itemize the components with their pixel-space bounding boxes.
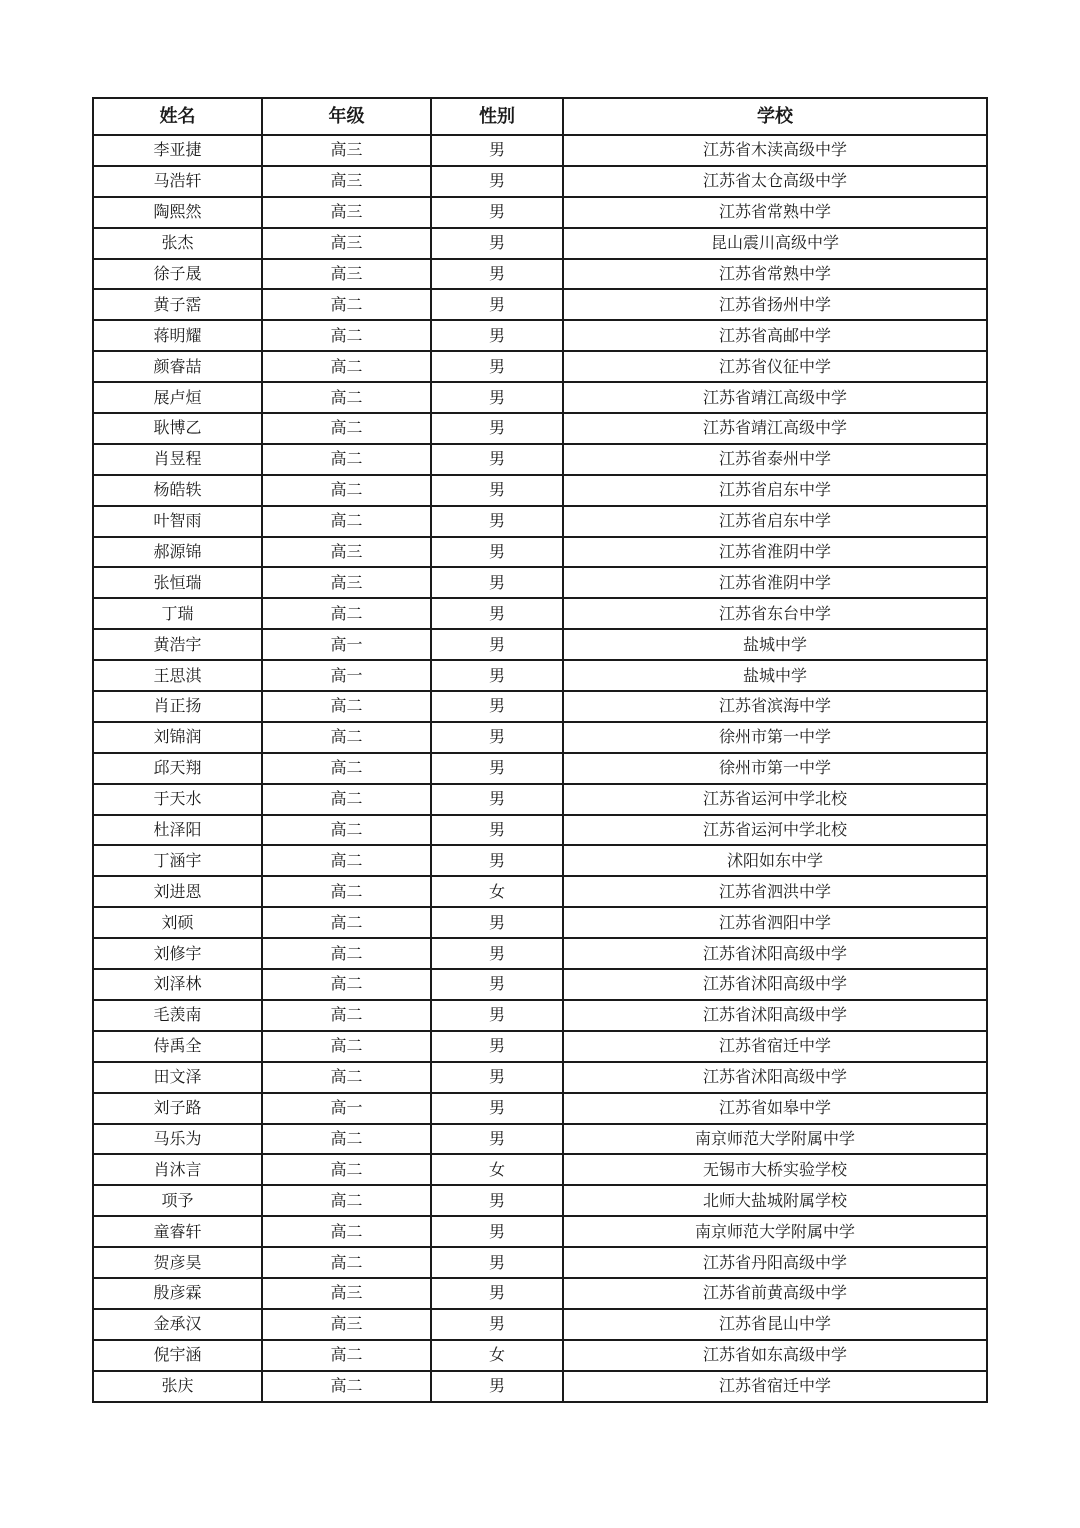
table-row bbox=[93, 1185, 987, 1216]
table-row bbox=[93, 444, 987, 475]
cell-school: 江苏省泗阳中学 bbox=[563, 907, 987, 938]
cell-gender: 男 bbox=[431, 567, 563, 598]
table-row bbox=[93, 845, 987, 876]
cell-name: 张恒瑞 bbox=[93, 567, 262, 598]
cell-school: 江苏省滨海中学 bbox=[563, 691, 987, 722]
cell-name: 贺彦昊 bbox=[93, 1247, 262, 1278]
cell-gender: 男 bbox=[431, 537, 563, 568]
cell-gender: 男 bbox=[431, 351, 563, 382]
cell-name: 张庆 bbox=[93, 1371, 262, 1402]
table-row bbox=[93, 1093, 987, 1124]
cell-gender: 男 bbox=[431, 938, 563, 969]
cell-name: 杨皓轶 bbox=[93, 475, 262, 506]
cell-grade: 高二 bbox=[262, 876, 431, 907]
cell-name: 邱天翔 bbox=[93, 753, 262, 784]
cell-name: 张杰 bbox=[93, 228, 262, 259]
cell-school: 江苏省运河中学北校 bbox=[563, 784, 987, 815]
cell-school: 无锡市大桥实验学校 bbox=[563, 1154, 987, 1185]
cell-gender: 男 bbox=[431, 475, 563, 506]
cell-grade: 高二 bbox=[262, 1371, 431, 1402]
cell-name: 郝源锦 bbox=[93, 537, 262, 568]
table-row bbox=[93, 1062, 987, 1093]
cell-name: 刘进恩 bbox=[93, 876, 262, 907]
cell-gender: 男 bbox=[431, 1278, 563, 1309]
cell-school: 沭阳如东中学 bbox=[563, 845, 987, 876]
cell-school: 江苏省如东高级中学 bbox=[563, 1340, 987, 1371]
cell-gender: 男 bbox=[431, 1216, 563, 1247]
cell-school: 江苏省启东中学 bbox=[563, 506, 987, 537]
cell-school: 江苏省泗洪中学 bbox=[563, 876, 987, 907]
table-row bbox=[93, 1247, 987, 1278]
cell-name: 陶熙然 bbox=[93, 197, 262, 228]
cell-gender: 男 bbox=[431, 382, 563, 413]
cell-school: 昆山震川高级中学 bbox=[563, 228, 987, 259]
cell-gender: 女 bbox=[431, 876, 563, 907]
cell-school: 江苏省靖江高级中学 bbox=[563, 413, 987, 444]
table-row bbox=[93, 753, 987, 784]
cell-grade: 高二 bbox=[262, 1062, 431, 1093]
cell-name: 蒋明耀 bbox=[93, 320, 262, 351]
cell-school: 江苏省沭阳高级中学 bbox=[563, 1000, 987, 1031]
cell-school: 江苏省沭阳高级中学 bbox=[563, 969, 987, 1000]
table-row bbox=[93, 1340, 987, 1371]
table-row bbox=[93, 320, 987, 351]
cell-name: 杜泽阳 bbox=[93, 815, 262, 846]
cell-grade: 高二 bbox=[262, 1185, 431, 1216]
cell-grade: 高一 bbox=[262, 629, 431, 660]
cell-name: 刘硕 bbox=[93, 907, 262, 938]
cell-grade: 高三 bbox=[262, 197, 431, 228]
cell-school: 北师大盐城附属学校 bbox=[563, 1185, 987, 1216]
cell-school: 江苏省扬州中学 bbox=[563, 289, 987, 320]
student-roster-table bbox=[92, 97, 988, 1403]
table-row bbox=[93, 289, 987, 320]
cell-name: 肖正扬 bbox=[93, 691, 262, 722]
cell-school: 江苏省沭阳高级中学 bbox=[563, 1062, 987, 1093]
table-row bbox=[93, 1000, 987, 1031]
cell-grade: 高三 bbox=[262, 228, 431, 259]
cell-grade: 高二 bbox=[262, 969, 431, 1000]
cell-school: 南京师范大学附属中学 bbox=[563, 1124, 987, 1155]
table-row bbox=[93, 722, 987, 753]
cell-grade: 高二 bbox=[262, 722, 431, 753]
table-row bbox=[93, 197, 987, 228]
cell-gender: 女 bbox=[431, 1154, 563, 1185]
table-row bbox=[93, 660, 987, 691]
cell-name: 刘泽林 bbox=[93, 969, 262, 1000]
table-row bbox=[93, 537, 987, 568]
cell-grade: 高三 bbox=[262, 567, 431, 598]
cell-gender: 男 bbox=[431, 320, 563, 351]
cell-name: 耿博乙 bbox=[93, 413, 262, 444]
cell-gender: 女 bbox=[431, 1340, 563, 1371]
cell-grade: 高二 bbox=[262, 815, 431, 846]
cell-school: 江苏省昆山中学 bbox=[563, 1309, 987, 1340]
table-row bbox=[93, 1278, 987, 1309]
cell-grade: 高三 bbox=[262, 1309, 431, 1340]
cell-school: 江苏省高邮中学 bbox=[563, 320, 987, 351]
table-row bbox=[93, 567, 987, 598]
header-school: 学校 bbox=[563, 98, 987, 135]
cell-grade: 高二 bbox=[262, 1154, 431, 1185]
cell-school: 江苏省东台中学 bbox=[563, 598, 987, 629]
cell-name: 肖昱程 bbox=[93, 444, 262, 475]
cell-name: 毛羡南 bbox=[93, 1000, 262, 1031]
cell-grade: 高二 bbox=[262, 1216, 431, 1247]
cell-grade: 高二 bbox=[262, 1340, 431, 1371]
cell-gender: 男 bbox=[431, 228, 563, 259]
table-row bbox=[93, 1154, 987, 1185]
cell-school: 江苏省宿迁中学 bbox=[563, 1031, 987, 1062]
cell-gender: 男 bbox=[431, 1031, 563, 1062]
cell-gender: 男 bbox=[431, 1093, 563, 1124]
cell-name: 丁涵宇 bbox=[93, 845, 262, 876]
cell-grade: 高二 bbox=[262, 382, 431, 413]
cell-grade: 高一 bbox=[262, 1093, 431, 1124]
cell-grade: 高二 bbox=[262, 691, 431, 722]
cell-school: 江苏省淮阴中学 bbox=[563, 537, 987, 568]
table-body bbox=[93, 135, 987, 1402]
table-row bbox=[93, 907, 987, 938]
cell-school: 徐州市第一中学 bbox=[563, 753, 987, 784]
cell-name: 肖沐言 bbox=[93, 1154, 262, 1185]
cell-grade: 高三 bbox=[262, 259, 431, 290]
cell-name: 刘子路 bbox=[93, 1093, 262, 1124]
cell-gender: 男 bbox=[431, 1371, 563, 1402]
cell-grade: 高二 bbox=[262, 845, 431, 876]
table-row bbox=[93, 259, 987, 290]
cell-name: 马浩轩 bbox=[93, 166, 262, 197]
cell-school: 江苏省沭阳高级中学 bbox=[563, 938, 987, 969]
cell-gender: 男 bbox=[431, 506, 563, 537]
table-header-row bbox=[93, 98, 987, 135]
cell-grade: 高三 bbox=[262, 537, 431, 568]
table-row bbox=[93, 815, 987, 846]
cell-gender: 男 bbox=[431, 259, 563, 290]
cell-school: 江苏省常熟中学 bbox=[563, 259, 987, 290]
cell-grade: 高二 bbox=[262, 506, 431, 537]
cell-school: 江苏省常熟中学 bbox=[563, 197, 987, 228]
cell-gender: 男 bbox=[431, 722, 563, 753]
table-row bbox=[93, 1124, 987, 1155]
cell-school: 江苏省靖江高级中学 bbox=[563, 382, 987, 413]
cell-name: 田文泽 bbox=[93, 1062, 262, 1093]
cell-name: 刘修宇 bbox=[93, 938, 262, 969]
table-row bbox=[93, 691, 987, 722]
cell-grade: 高三 bbox=[262, 1278, 431, 1309]
cell-gender: 男 bbox=[431, 1309, 563, 1340]
table-row bbox=[93, 506, 987, 537]
cell-grade: 高二 bbox=[262, 1124, 431, 1155]
cell-gender: 男 bbox=[431, 753, 563, 784]
cell-gender: 男 bbox=[431, 289, 563, 320]
cell-name: 金承汉 bbox=[93, 1309, 262, 1340]
cell-gender: 男 bbox=[431, 135, 563, 166]
cell-gender: 男 bbox=[431, 691, 563, 722]
cell-name: 丁瑞 bbox=[93, 598, 262, 629]
cell-grade: 高一 bbox=[262, 660, 431, 691]
cell-gender: 男 bbox=[431, 815, 563, 846]
table-row bbox=[93, 1309, 987, 1340]
cell-gender: 男 bbox=[431, 1247, 563, 1278]
cell-gender: 男 bbox=[431, 1000, 563, 1031]
cell-gender: 男 bbox=[431, 629, 563, 660]
cell-school: 江苏省太仓高级中学 bbox=[563, 166, 987, 197]
table-row bbox=[93, 598, 987, 629]
cell-gender: 男 bbox=[431, 1185, 563, 1216]
table-row bbox=[93, 969, 987, 1000]
cell-school: 江苏省如皋中学 bbox=[563, 1093, 987, 1124]
cell-name: 黄浩宇 bbox=[93, 629, 262, 660]
header-grade: 年级 bbox=[262, 98, 431, 135]
cell-name: 侍禹全 bbox=[93, 1031, 262, 1062]
cell-school: 江苏省仪征中学 bbox=[563, 351, 987, 382]
cell-grade: 高二 bbox=[262, 938, 431, 969]
table-row bbox=[93, 629, 987, 660]
cell-name: 叶智雨 bbox=[93, 506, 262, 537]
cell-school: 盐城中学 bbox=[563, 660, 987, 691]
cell-school: 江苏省泰州中学 bbox=[563, 444, 987, 475]
table-row bbox=[93, 1031, 987, 1062]
table-row bbox=[93, 1371, 987, 1402]
cell-grade: 高三 bbox=[262, 135, 431, 166]
cell-name: 徐子晟 bbox=[93, 259, 262, 290]
table-row bbox=[93, 413, 987, 444]
cell-name: 殷彦霖 bbox=[93, 1278, 262, 1309]
header-gender: 性别 bbox=[431, 98, 563, 135]
cell-gender: 男 bbox=[431, 969, 563, 1000]
cell-name: 王思淇 bbox=[93, 660, 262, 691]
cell-grade: 高二 bbox=[262, 1247, 431, 1278]
cell-gender: 男 bbox=[431, 1124, 563, 1155]
cell-grade: 高二 bbox=[262, 320, 431, 351]
table-row bbox=[93, 876, 987, 907]
cell-name: 黄子霑 bbox=[93, 289, 262, 320]
table-row bbox=[93, 938, 987, 969]
cell-grade: 高二 bbox=[262, 475, 431, 506]
cell-gender: 男 bbox=[431, 907, 563, 938]
cell-grade: 高二 bbox=[262, 753, 431, 784]
cell-gender: 男 bbox=[431, 784, 563, 815]
cell-name: 李亚捷 bbox=[93, 135, 262, 166]
cell-grade: 高二 bbox=[262, 598, 431, 629]
cell-grade: 高二 bbox=[262, 444, 431, 475]
table-row bbox=[93, 475, 987, 506]
cell-school: 盐城中学 bbox=[563, 629, 987, 660]
cell-gender: 男 bbox=[431, 197, 563, 228]
table-row bbox=[93, 228, 987, 259]
cell-gender: 男 bbox=[431, 166, 563, 197]
table-row bbox=[93, 1216, 987, 1247]
cell-name: 倪宇涵 bbox=[93, 1340, 262, 1371]
cell-name: 于天水 bbox=[93, 784, 262, 815]
cell-grade: 高二 bbox=[262, 413, 431, 444]
cell-school: 徐州市第一中学 bbox=[563, 722, 987, 753]
cell-gender: 男 bbox=[431, 444, 563, 475]
cell-gender: 男 bbox=[431, 845, 563, 876]
cell-grade: 高二 bbox=[262, 351, 431, 382]
cell-name: 颜睿喆 bbox=[93, 351, 262, 382]
cell-gender: 男 bbox=[431, 1062, 563, 1093]
cell-school: 南京师范大学附属中学 bbox=[563, 1216, 987, 1247]
cell-grade: 高二 bbox=[262, 1000, 431, 1031]
table-row bbox=[93, 166, 987, 197]
cell-name: 展卢烜 bbox=[93, 382, 262, 413]
cell-name: 马乐为 bbox=[93, 1124, 262, 1155]
cell-name: 童睿轩 bbox=[93, 1216, 262, 1247]
cell-school: 江苏省丹阳高级中学 bbox=[563, 1247, 987, 1278]
header-name: 姓名 bbox=[93, 98, 262, 135]
cell-grade: 高三 bbox=[262, 166, 431, 197]
cell-grade: 高二 bbox=[262, 1031, 431, 1062]
cell-grade: 高二 bbox=[262, 784, 431, 815]
cell-name: 刘锦润 bbox=[93, 722, 262, 753]
cell-school: 江苏省运河中学北校 bbox=[563, 815, 987, 846]
cell-school: 江苏省前黄高级中学 bbox=[563, 1278, 987, 1309]
cell-school: 江苏省淮阴中学 bbox=[563, 567, 987, 598]
cell-school: 江苏省木渎高级中学 bbox=[563, 135, 987, 166]
cell-grade: 高二 bbox=[262, 907, 431, 938]
cell-gender: 男 bbox=[431, 413, 563, 444]
table-row bbox=[93, 135, 987, 166]
cell-name: 项予 bbox=[93, 1185, 262, 1216]
cell-gender: 男 bbox=[431, 660, 563, 691]
cell-gender: 男 bbox=[431, 598, 563, 629]
table-row bbox=[93, 382, 987, 413]
cell-school: 江苏省启东中学 bbox=[563, 475, 987, 506]
cell-grade: 高二 bbox=[262, 289, 431, 320]
table-row bbox=[93, 351, 987, 382]
cell-school: 江苏省宿迁中学 bbox=[563, 1371, 987, 1402]
table-row bbox=[93, 784, 987, 815]
